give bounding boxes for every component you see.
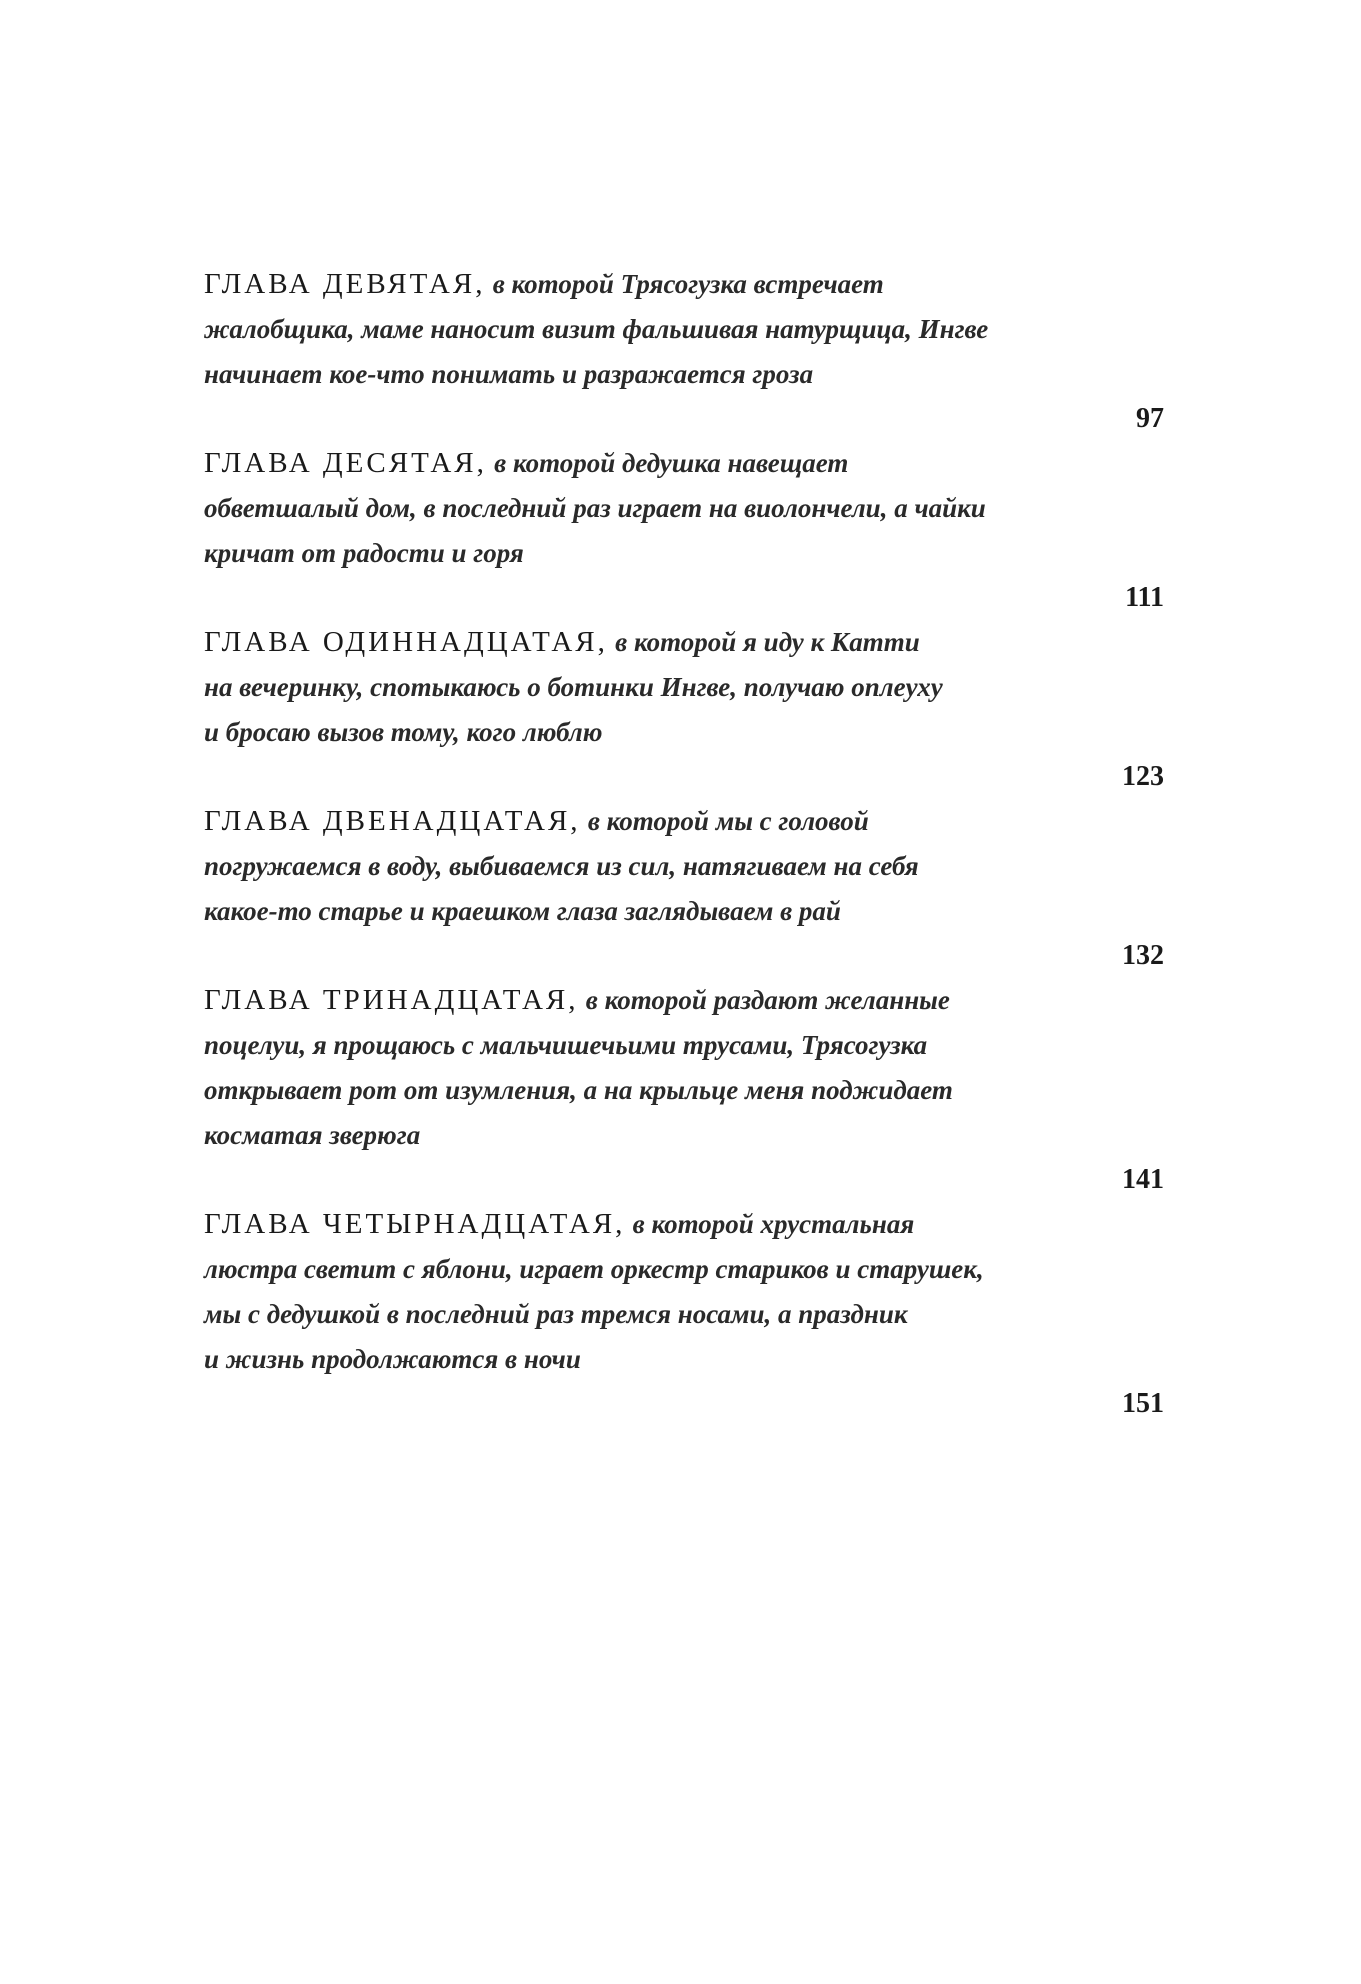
chapter-description-line: в которой дедушка навещает [494, 448, 849, 478]
chapter-description-line: какое-то старье и краешком глаза заглядываем в рай [204, 896, 841, 926]
chapter-description-line: открывает рот от изумления, а на крыльце меня поджидает [204, 1075, 953, 1105]
table-of-contents [204, 262, 1164, 1424]
page-number: 123 [1122, 761, 1164, 792]
toc-entry[interactable] [204, 441, 1164, 618]
chapter-description-line: в которой мы с головой [587, 806, 869, 836]
chapter-description-line: обветшалый дом, в последний раз играет на виолончели, а чайки [204, 493, 986, 523]
chapter-description-line: в которой я иду к Катти [615, 627, 920, 657]
chapter-description-line: на вечеринку, спотыкаюсь о ботинки Ингве, получаю оплеуху [204, 672, 943, 702]
chapter-description-line: и жизнь продолжаются в ночи [204, 1344, 581, 1374]
page-number: 141 [1122, 1164, 1164, 1195]
chapter-description-line: поцелуи, я прощаюсь с мальчишечьими трусами, Трясогузка [204, 1030, 928, 1060]
chapter-description-line: косматая зверюга [204, 1120, 421, 1150]
toc-entry-text [204, 262, 1164, 397]
chapter-description-line: в которой Трясогузка встречает [492, 269, 884, 299]
page-number: 111 [1125, 582, 1164, 613]
toc-entry-text [204, 1202, 1164, 1382]
chapter-title: ГЛАВА ЧЕТЫРНАДЦАТАЯ, [204, 1208, 626, 1240]
toc-entry[interactable] [204, 978, 1164, 1200]
toc-entry-text [204, 978, 1164, 1158]
page-number: 132 [1122, 940, 1164, 971]
chapter-description-line: люстра светит с яблони, играет оркестр стариков и старушек, [204, 1254, 984, 1284]
toc-entry-text [204, 799, 1164, 934]
chapter-description-line: мы с дедушкой в последний раз тремся носами, а праздник [204, 1299, 908, 1329]
chapter-title: ГЛАВА ОДИННАДЦАТАЯ, [204, 626, 608, 658]
chapter-description-line: жалобщика, маме наносит визит фальшивая натурщица, Ингве [204, 314, 989, 344]
chapter-description-line: и бросаю вызов тому, кого люблю [204, 717, 603, 747]
page-number: 97 [1136, 403, 1164, 434]
toc-entry-text [204, 620, 1164, 755]
chapter-title: ГЛАВА ДВЕНАДЦАТАЯ, [204, 805, 581, 837]
chapter-title: ГЛАВА ДЕВЯТАЯ, [204, 268, 486, 300]
page-number: 151 [1122, 1388, 1164, 1419]
chapter-description-line: погружаемся в воду, выбиваемся из сил, натягиваем на себя [204, 851, 919, 881]
toc-entry[interactable] [204, 262, 1164, 439]
toc-entry[interactable] [204, 620, 1164, 797]
chapter-description-line: в которой раздают желанные [585, 985, 950, 1015]
chapter-description-line: начинает кое-что понимать и разражается гроза [204, 359, 814, 389]
toc-entry-text [204, 441, 1164, 576]
toc-entry[interactable] [204, 799, 1164, 976]
chapter-title: ГЛАВА ТРИНАДЦАТАЯ, [204, 984, 579, 1016]
chapter-description-line: кричат от радости и горя [204, 538, 524, 568]
chapter-title: ГЛАВА ДЕСЯТАЯ, [204, 447, 487, 479]
chapter-description-line: в которой хрустальная [632, 1209, 915, 1239]
toc-entry[interactable] [204, 1202, 1164, 1424]
